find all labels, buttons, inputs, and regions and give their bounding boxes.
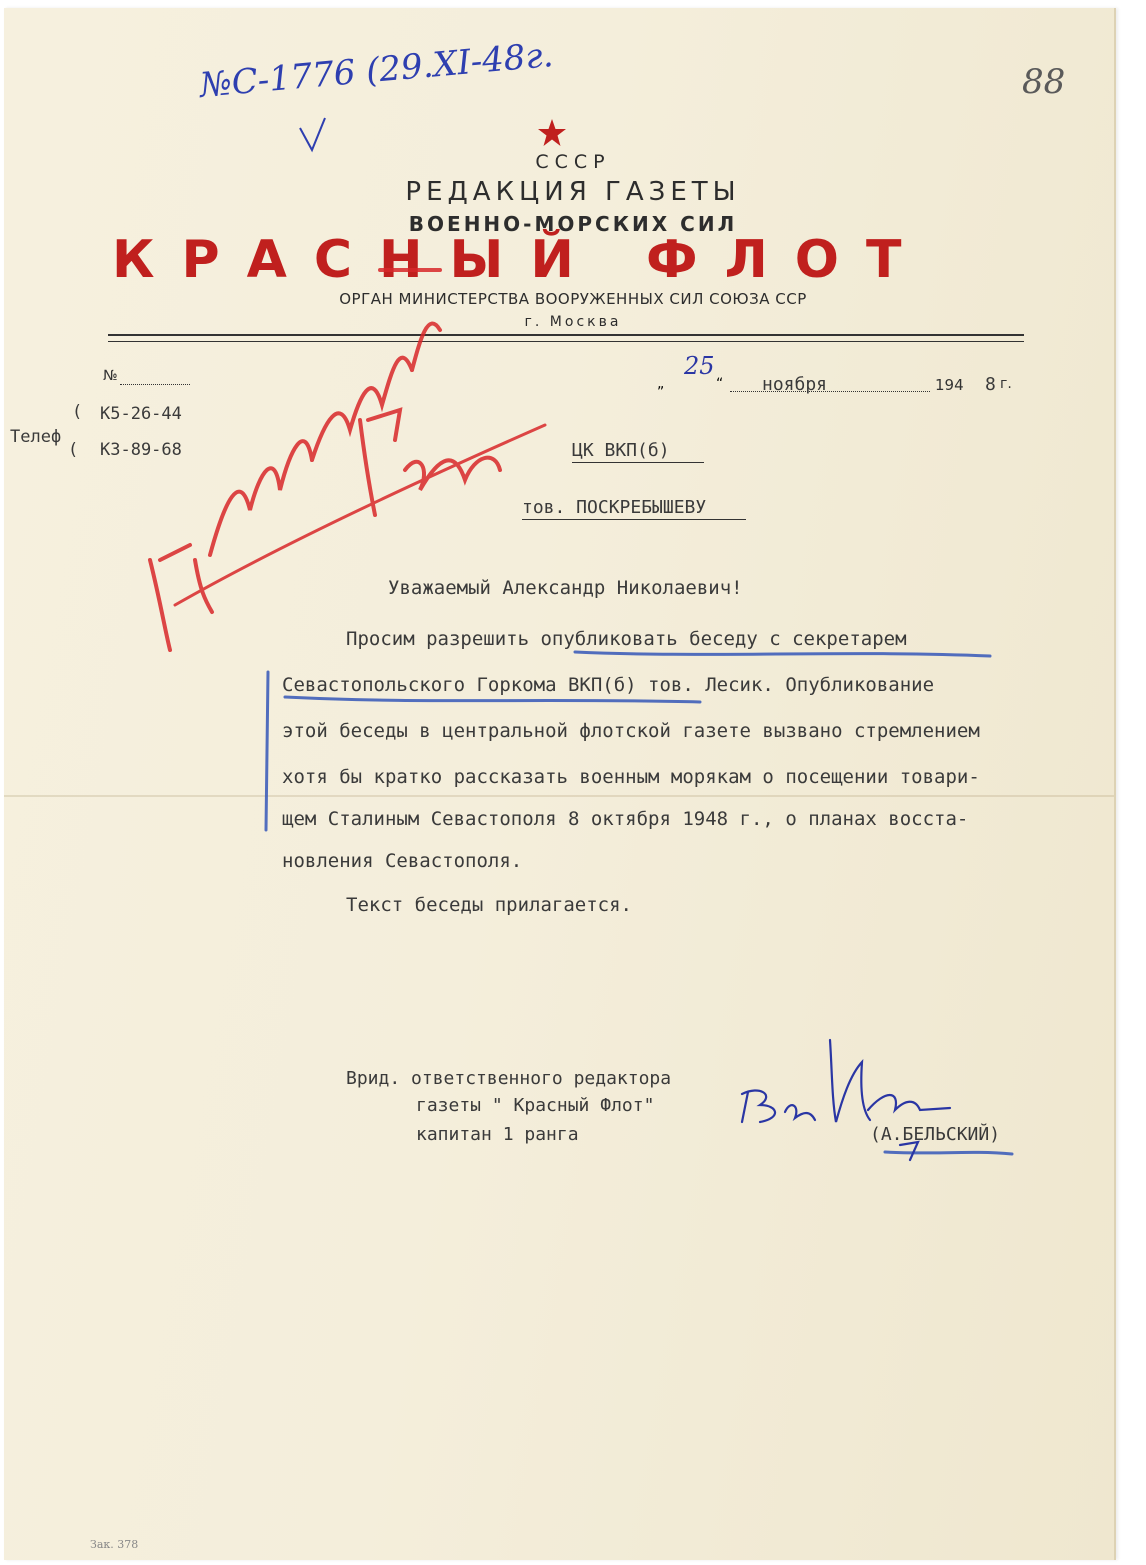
date-year-abbr: г. xyxy=(1000,376,1012,392)
print-order-note: Зак. 378 xyxy=(90,1538,139,1551)
signature-stroke xyxy=(830,1040,870,1122)
resolution-stroke xyxy=(380,270,440,370)
resolution-stroke xyxy=(405,458,500,490)
attachment-note: Текст беседы прилагается. xyxy=(346,894,632,916)
resolution-underline xyxy=(175,425,545,605)
recipient-name: тов. ПОСКРЕБЫШЕВУ xyxy=(522,497,707,518)
registration-stamp: №С-1776 (29.XI-48г. xyxy=(198,35,555,106)
resolution-stroke xyxy=(150,545,190,650)
check-mark-icon xyxy=(300,118,325,150)
body-line-5: щем Сталиным Севастополя 8 октября 1948 г., о планах восста- xyxy=(282,808,969,830)
date-year-prefix: 194 xyxy=(935,376,964,394)
body-line-6: новления Севастополя. xyxy=(282,850,523,872)
city-line: г. Москва xyxy=(524,314,622,330)
signature-rank: капитан 1 ранга xyxy=(416,1124,579,1145)
red-resolution xyxy=(150,270,545,650)
blue-underline xyxy=(285,697,700,702)
resolution-stroke xyxy=(210,441,312,555)
blue-underline xyxy=(575,652,990,656)
organization-line: РЕДАКЦИЯ ГАЗЕТЫ xyxy=(405,177,741,207)
date-month: ноября xyxy=(762,374,828,395)
signature-name: (А.БЕЛЬСКИЙ) xyxy=(870,1124,1001,1145)
newspaper-title: КРАСНЫЙ ФЛОТ xyxy=(112,230,929,290)
blue-margin-line xyxy=(266,672,268,830)
body-line-4: хотя бы кратко рассказать военным морякам о посещении товари- xyxy=(282,766,980,788)
signature-newspaper: газеты " Красный Флот" xyxy=(416,1095,655,1116)
signature-stroke xyxy=(742,1090,775,1122)
phone-bracket: ( xyxy=(68,440,79,460)
organ-line: ОРГАН МИНИСТЕРСТВА ВООРУЖЕННЫХ СИЛ СОЮЗА ССР xyxy=(339,290,807,308)
number-label: № xyxy=(103,368,118,384)
salutation: Уважаемый Александр Николаевич! xyxy=(388,577,743,599)
subtitle-line: ВОЕННО-МОРСКИХ СИЛ xyxy=(408,212,738,236)
handwritten-signature xyxy=(742,1040,950,1160)
date-year-suffix: 8 xyxy=(985,374,996,395)
blue-underline xyxy=(885,1152,1012,1154)
signature-stroke xyxy=(868,1095,950,1110)
signature-title: Врид. ответственного редактора xyxy=(346,1068,672,1089)
phone-bracket: ( xyxy=(72,402,83,422)
phone-label: Телеф xyxy=(10,427,62,447)
date-day: 25 xyxy=(684,352,715,380)
signature-stroke xyxy=(900,1142,918,1160)
recipient-org: ЦК ВКП(б) xyxy=(572,440,670,461)
phone-number-2: К3-89-68 xyxy=(100,440,182,460)
phone-number-1: К5-26-44 xyxy=(100,404,182,424)
body-line-1: Просим разрешить опубликовать беседу с секретарем xyxy=(346,628,907,650)
body-line-2: Севастопольского Горкома ВКП(б) тов. Лесик. Опубликование xyxy=(282,674,935,696)
body-line-3: этой беседы в центральной флотской газете вызвано стремлением xyxy=(282,720,980,742)
date-close-quote: “ xyxy=(716,376,724,392)
country-line: СССР xyxy=(535,151,611,173)
page-number: 88 xyxy=(1022,62,1066,102)
signature-stroke xyxy=(785,1105,815,1120)
date-open-quote: „ xyxy=(657,376,665,392)
